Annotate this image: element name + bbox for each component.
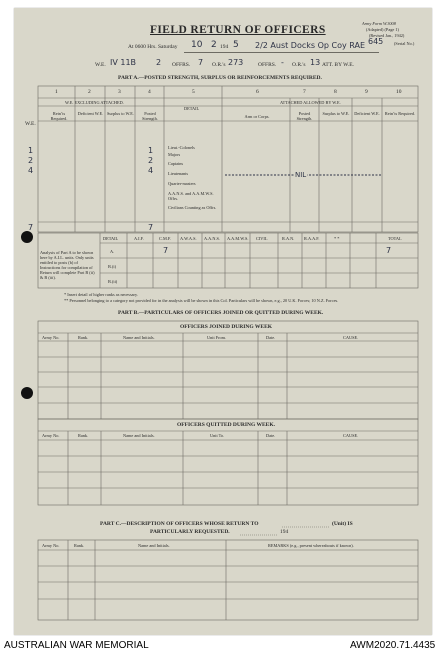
analysis-head-aamws: A.A.M.W.S. (227, 236, 249, 241)
hand-col1-lt: 4 (28, 166, 34, 175)
note-1: * Insert detail of higher ranks as necessary. (64, 292, 138, 297)
analysis-head-civil: CIVIL (256, 236, 268, 241)
attached-header: ATTACHED ALLOWED BY W.E. (280, 100, 341, 105)
part-c-heading: PART C.—DESCRIPTION OF OFFICERS WHOSE RETURN TO (100, 521, 259, 527)
quitted-col-rank: Rank. (78, 433, 89, 438)
analysis-head-aans: A.A.N.S. (204, 236, 220, 241)
offrs2-label: OFFRS. (258, 62, 277, 68)
form-title: FIELD RETURN OF OFFICERS (150, 24, 326, 36)
joined-col-rank: Rank. (78, 335, 89, 340)
we-side-label: W.E. (25, 121, 36, 127)
at-hours-label: At 0600 Hrs. Saturday (128, 44, 178, 50)
analysis-head-aif: A.I.F. (134, 236, 144, 241)
hand-col4-capt: 2 (148, 156, 154, 165)
quitted-title: OFFICERS QUITTED DURING WEEK. (177, 422, 275, 428)
part-a-heading: PART A.—POSTED STRENGTH, SURPLUS OR REINFORCEMENTS REQUIRED. (118, 75, 322, 81)
ors2-label: O.R.'s (292, 62, 306, 68)
analysis-head-awas: A.W.A.S. (180, 236, 197, 241)
offrs-label: OFFRS. (172, 62, 191, 68)
partc-col-name: Name and Initials. (138, 543, 170, 548)
we-label: W.E. (95, 62, 106, 68)
ors2-value: 13 (310, 58, 321, 67)
part-c-heading-tail: (Unit) IS (332, 521, 353, 527)
footer-source: AUSTRALIAN WAR MEMORIAL (4, 640, 149, 651)
rank-aans: A.A.N.S. and A.A.M.W.S. Offrs. (168, 191, 214, 201)
date-year-suffix: 5 (233, 40, 239, 50)
rank-civilians: Civilians Counting as Offrs. (168, 205, 217, 210)
col-number-2: 2 (88, 89, 91, 95)
part-c-heading-2: PARTICULARLY REQUESTED. (150, 529, 230, 535)
rank-lt-colonels: Lieut.-Colonels (168, 145, 195, 150)
subhead-deficient: Deficient W.E. (77, 111, 104, 116)
att-label: ATT. BY W.E. (322, 62, 354, 68)
analysis-head-ran: R.A.N. (282, 236, 295, 241)
analysis-row-a: A. (110, 249, 115, 254)
partc-col-remarks: REMARKS (e.g., present whereabouts if known). (268, 543, 354, 548)
form-adapted: (Adapted) (Page 1) (366, 27, 399, 32)
analysis-head-raaf: R.A.A.F. (304, 236, 320, 241)
form-revised: (Revised Jan., 1942) (369, 33, 405, 38)
rank-majors: Majors (168, 152, 181, 157)
subhead-posted: Posted Strength. (142, 111, 158, 121)
analysis-head-detail: DETAIL (103, 236, 119, 241)
date-month: 2 (211, 40, 217, 50)
quitted-col-cause: CAUSE. (343, 433, 359, 438)
analysis-row-bi: B.(i) (108, 264, 116, 269)
col-number-1: 1 (55, 89, 58, 95)
serial-label: (Serial No.) (394, 41, 415, 46)
rank-lieutenants: Lieutenants (168, 171, 189, 176)
joined-title: OFFICERS JOINED DURING WEEK (180, 324, 273, 330)
part-c-date-year: 194 (280, 529, 289, 535)
subhead-posted-att: Posted Strength. (296, 111, 313, 121)
quitted-col-name: Name and Initials. (123, 433, 155, 438)
part-b-heading: PART B.—PARTICULARS OF OFFICERS JOINED OR QUITTED DURING WEEK. (118, 310, 324, 316)
date-year-prefix: 194 (220, 44, 229, 50)
analysis-row-bii: B.(ii) (108, 279, 118, 284)
joined-col-name: Name and Initials. (123, 335, 155, 340)
we-value: IV 11B (110, 58, 137, 67)
detail-header: DETAIL (184, 106, 200, 111)
col-number-9: 9 (365, 89, 368, 95)
subhead-deficient-att: Deficient W.E. (354, 111, 380, 116)
col-number-3: 3 (118, 89, 121, 95)
unit-name: 2/2 Aust Docks Op Coy RAE (255, 41, 366, 50)
joined-col-army-no: Army No. (42, 335, 60, 340)
col-number-7: 7 (303, 89, 306, 95)
quitted-col-unit-to: Unit To. (210, 433, 225, 438)
analysis-head-total: TOTAL (388, 236, 402, 241)
analysis-head-cmf: C.M.F. (159, 236, 171, 241)
rank-captains: Captains (168, 161, 184, 166)
rank-quartermasters: Quarter-masters (168, 181, 196, 186)
subhead-reints-att: Rein’ts Required. (384, 111, 416, 116)
col-number-8: 8 (334, 89, 337, 95)
offrs-value: 7 (198, 58, 204, 67)
ors-label: O.R.'s (212, 62, 226, 68)
joined-col-unit-from: Unit From. (207, 335, 227, 340)
serial-number: 645 (368, 37, 384, 46)
col-number-4: 4 (148, 89, 151, 95)
ors-value: 273 (228, 58, 244, 67)
hand-col4-ltcol: 1 (148, 146, 154, 155)
subhead-arm: Arm or Corps. (244, 114, 270, 119)
col-number-10: 10 (396, 89, 402, 95)
subhead-surplus: Surplus to W.E. (107, 111, 134, 116)
col-number-5: 5 (192, 89, 195, 95)
form-number: Army Form W.3008 (362, 21, 396, 26)
hand-col1-capt: 2 (28, 156, 34, 165)
footer-accession: AWM2020.71.4435 (350, 640, 436, 651)
hand-total-col4: 7 (148, 223, 154, 232)
we-excluding-header: W.E. EXCLUDING ATTACHED. (65, 100, 124, 105)
joined-col-cause: CAUSE. (343, 335, 359, 340)
we-number: 2 (156, 58, 162, 67)
quitted-col-date: Date. (266, 433, 276, 438)
hand-col4-lt: 4 (148, 166, 154, 175)
subhead-surplus-att: Surplus to W.E. (322, 111, 350, 116)
subhead-reints: Rein’ts Required. (50, 111, 68, 121)
analysis-label: Analysis of Part A to be shown here by A.I.L. units. Only units entitled to posts (b) of Instructions for compilation of Return will complete Part B (ii) & B (iii). (40, 250, 95, 280)
note-2: ** Personnel belonging to a category not provided for in the analysis will be shown in this Col. Particulars will be shown, e.g., 20 U.K. Forces; 10 N.Z. Forces. (64, 298, 339, 303)
hand-nil: NIL (295, 171, 307, 179)
quitted-col-army-no: Army No. (42, 433, 60, 438)
col-number-6: 6 (256, 89, 259, 95)
joined-col-date: Date. (266, 335, 276, 340)
analysis-hand-aif: 7 (163, 246, 169, 255)
partc-col-rank: Rank. (74, 543, 85, 548)
partc-col-army-no: Army No. (42, 543, 60, 548)
date-day: 10 (191, 40, 203, 50)
hand-total-col1: 7 (28, 223, 34, 232)
analysis-head-other: * * (334, 236, 340, 241)
hand-col1-ltcol: 1 (28, 146, 34, 155)
analysis-hand-total: 7 (386, 246, 392, 255)
